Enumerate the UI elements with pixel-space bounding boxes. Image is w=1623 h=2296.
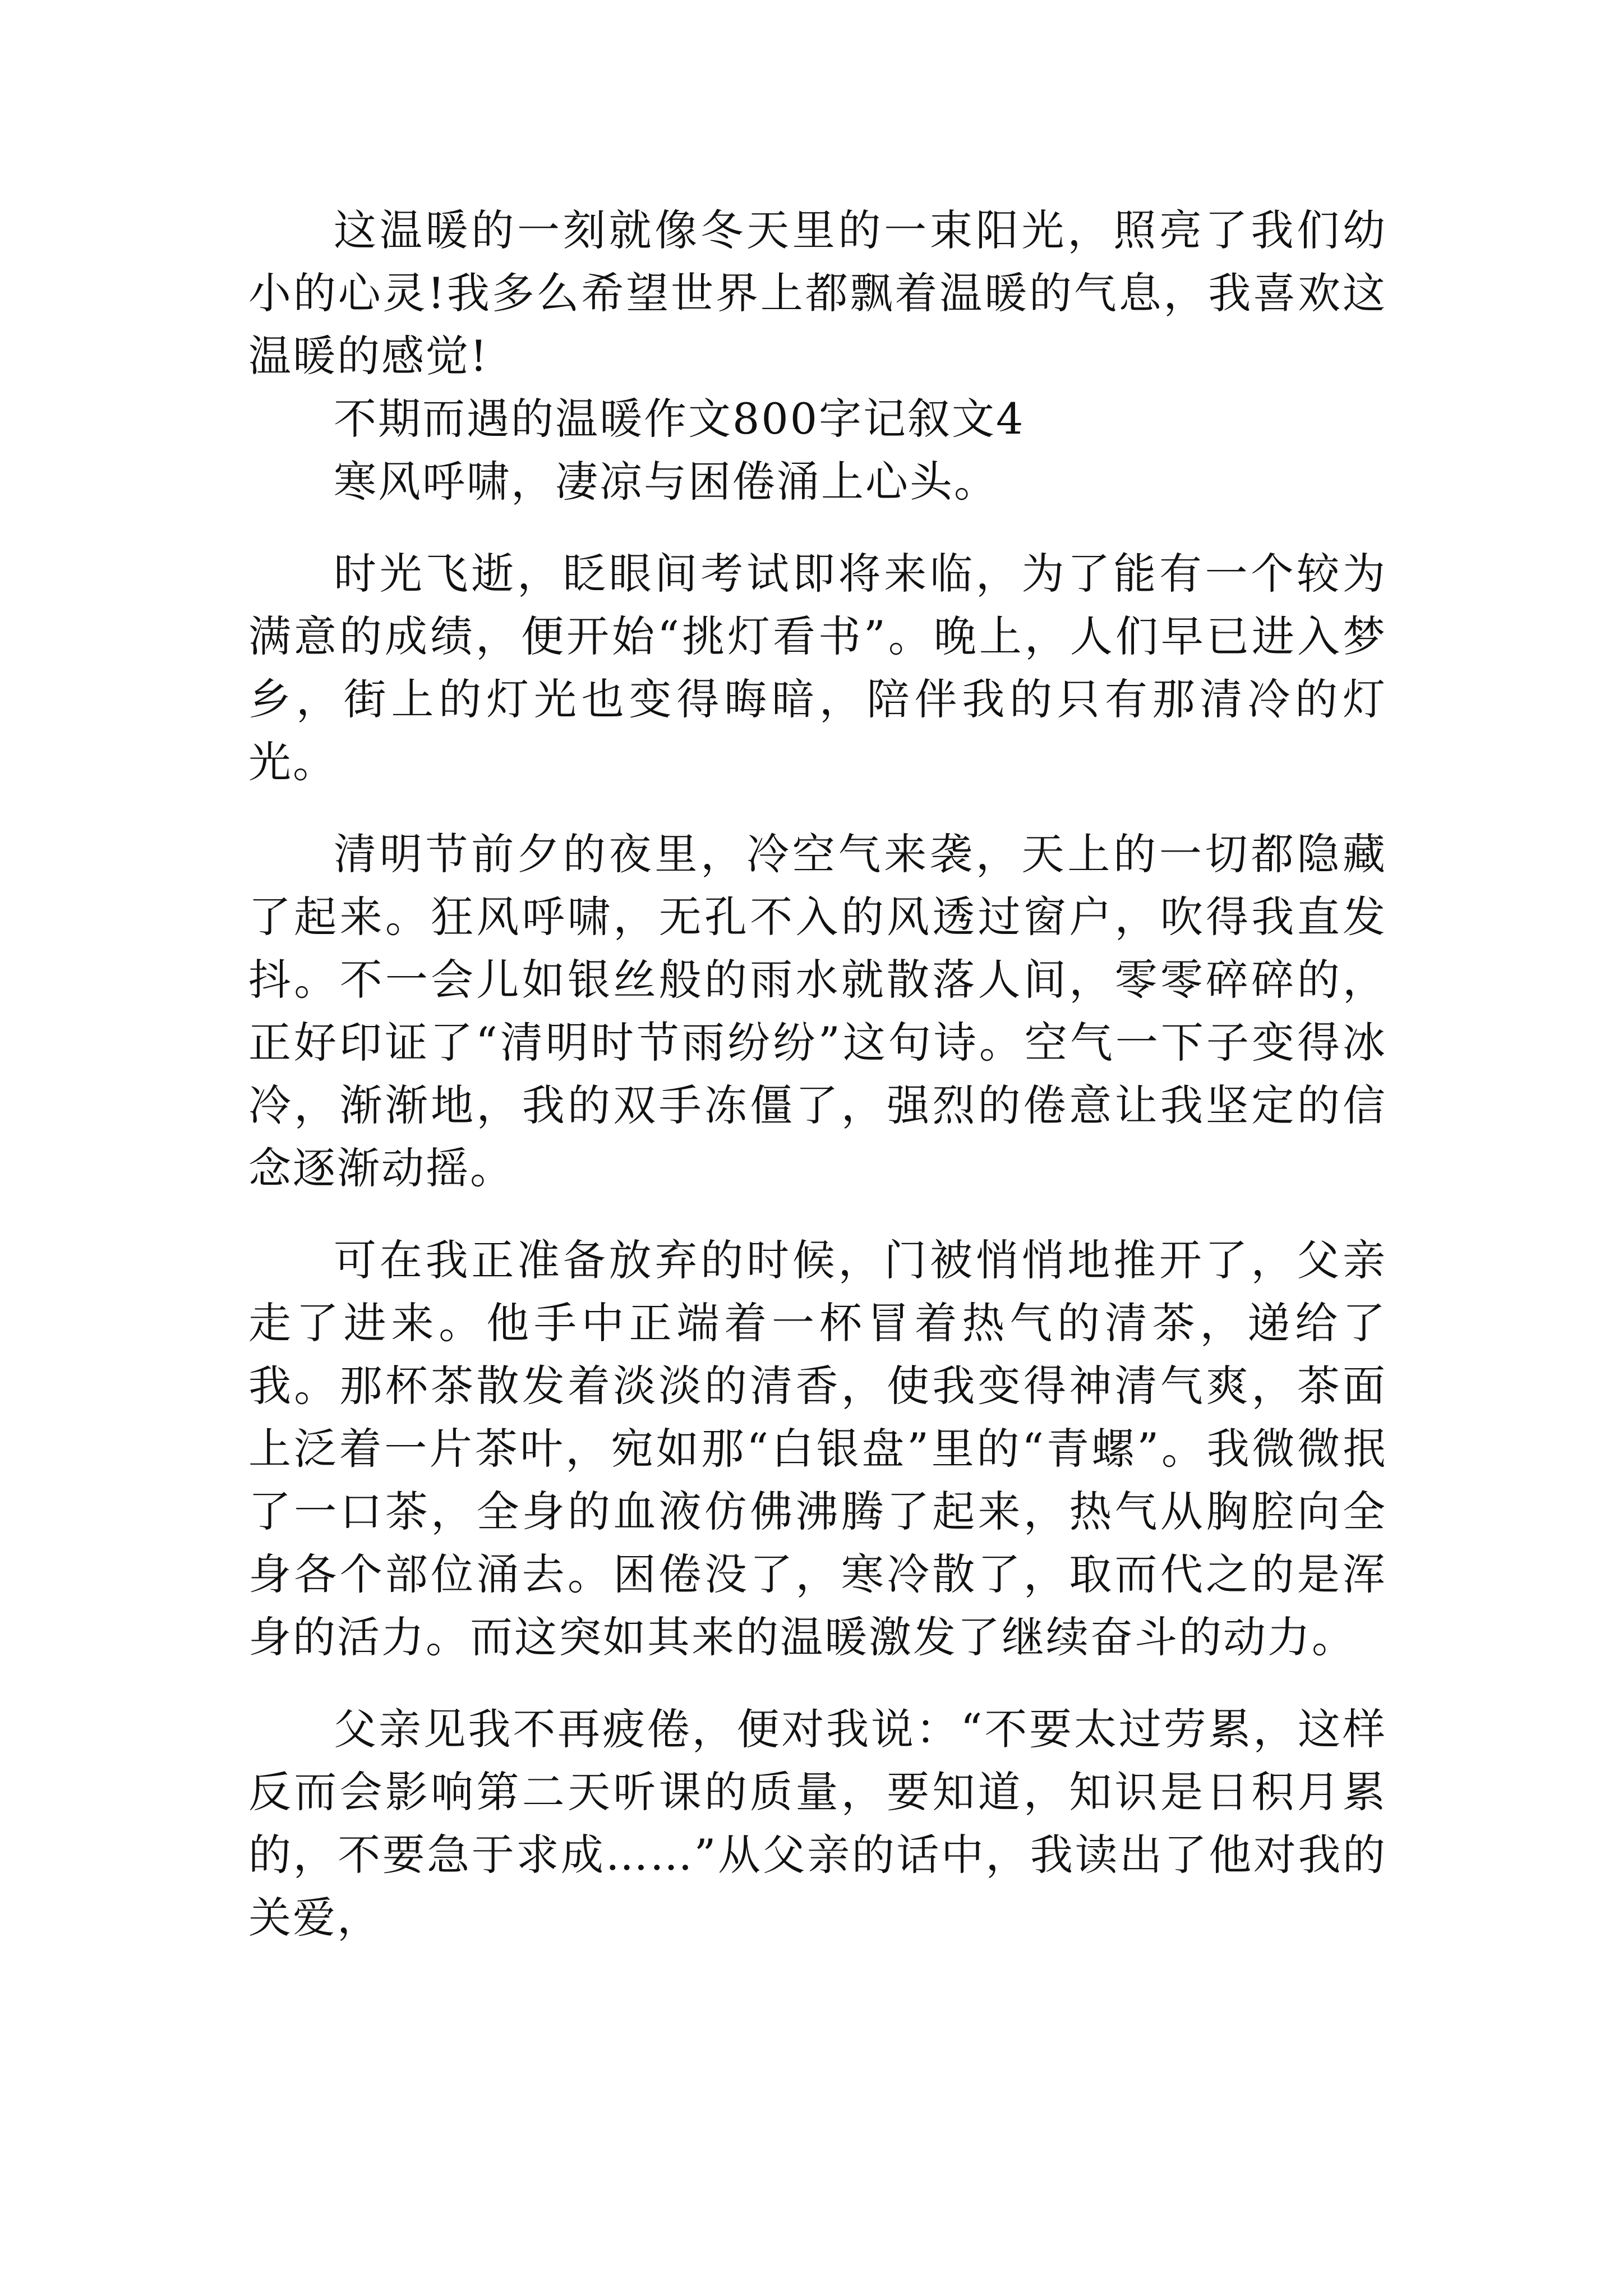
- paragraph-qingming-night: 清明节前夕的夜里，冷空气来袭，天上的一切都隐藏了起来。狂风呼啸，无孔不入的风透过窗户，吹得我直发抖。不一会儿如银丝般的雨水就散落人间，零零碎碎的，正好印证了“清明时节雨纷纷”这句诗。空气一下子变得冰冷，渐渐地，我的双手冻僵了，强烈的倦意让我坚定的信念逐渐动摇。: [248, 829, 1387, 1193]
- paragraph-exam-study: 时光飞逝，眨眼间考试即将来临，为了能有一个较为满意的成绩，便开始“挑灯看书”。晚上，人们早已进入梦乡，街上的灯光也变得晦暗，陪伴我的只有那清冷的灯光。: [248, 549, 1387, 787]
- paragraph-father-words: 父亲见我不再疲倦，便对我说：“不要太过劳累，这样反而会影响第二天听课的质量，要知道，知识是日积月累的，不要急于求成……”从父亲的话中，我读出了他对我的关爱，: [248, 1704, 1387, 1943]
- paragraph-warm-moment: 这温暖的一刻就像冬天里的一束阳光，照亮了我们幼小的心灵!我多么希望世界上都飘着温暖的气息，我喜欢这温暖的感觉!: [248, 205, 1387, 381]
- document-body: [248, 199, 1387, 1949]
- paragraph-cold-wind: 寒风呼啸，凄凉与困倦涌上心头。: [334, 457, 998, 507]
- essay-title: 不期而遇的温暖作文800字记叙文4: [334, 394, 1025, 444]
- paragraph-father-tea: 可在我正准备放弃的时候，门被悄悄地推开了，父亲走了进来。他手中正端着一杯冒着热气的清茶，递给了我。那杯茶散发着淡淡的清香，使我变得神清气爽，茶面上泛着一片茶叶，宛如那“白银盘”里的“青螺”。我微微抿了一口茶，全身的血液仿佛沸腾了起来，热气从胸腔向全身各个部位涌去。困倦没了，寒冷散了，取而代之的是浑身的活力。而这突如其来的温暖激发了继续奋斗的动力。: [248, 1235, 1387, 1662]
